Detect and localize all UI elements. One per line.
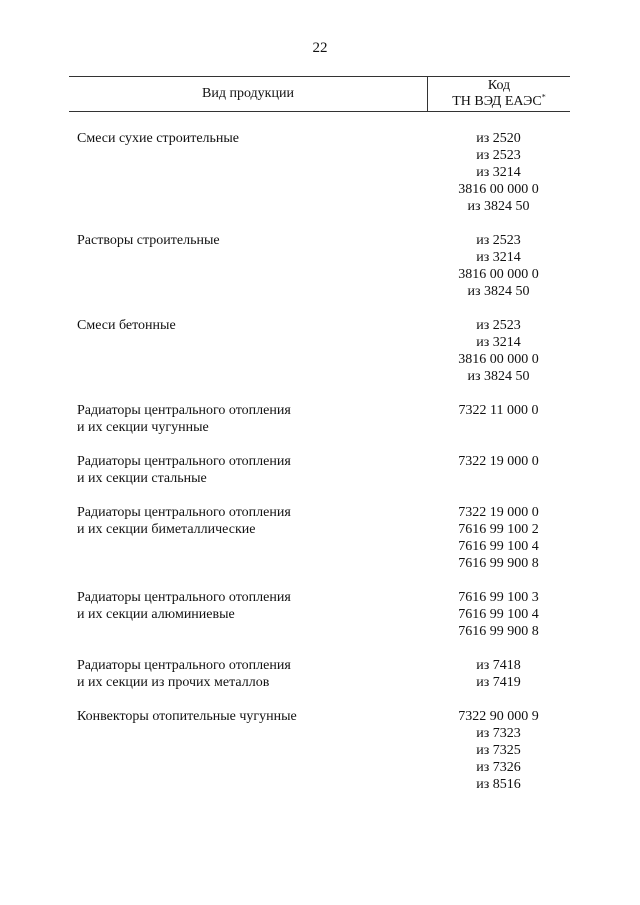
product-name-line: Радиаторы центрального отопления <box>77 403 291 418</box>
code-list <box>427 453 570 487</box>
product-name-line: Растворы строительные <box>77 233 220 248</box>
code-value: из 2523 <box>476 318 521 333</box>
product-name-line: Радиаторы центрального отопления <box>77 454 291 469</box>
header-code-line2 <box>428 94 570 110</box>
table-row <box>69 232 570 300</box>
product-name-line: и их секции из прочих металлов <box>77 675 270 690</box>
header-code-line1: Код <box>487 78 511 93</box>
product-name <box>69 504 427 572</box>
code-value: из 2523 <box>476 233 521 248</box>
code-value: из 3214 <box>476 335 521 350</box>
code-value: из 3214 <box>476 165 521 180</box>
code-value: из 7323 <box>476 726 521 741</box>
code-value: из 3824 50 <box>467 284 530 299</box>
table-row <box>69 402 570 436</box>
product-name <box>69 232 427 300</box>
table-row <box>69 317 570 385</box>
product-name <box>69 453 427 487</box>
table-row <box>69 130 570 215</box>
product-name <box>69 589 427 640</box>
product-name <box>69 317 427 385</box>
product-name-line: и их секции алюминиевые <box>77 607 235 622</box>
table-header <box>69 76 570 112</box>
code-list <box>427 589 570 640</box>
code-value: из 3214 <box>476 250 521 265</box>
code-list <box>427 317 570 385</box>
page-number: 22 <box>312 40 328 56</box>
header-product-column: Вид продукции <box>202 86 294 101</box>
code-list <box>427 657 570 691</box>
table-row <box>69 504 570 572</box>
product-name-line: и их секции биметаллические <box>77 522 256 537</box>
code-value: 7616 99 900 8 <box>458 556 539 571</box>
product-name <box>69 130 427 215</box>
code-value: из 3824 50 <box>467 369 530 384</box>
table-row <box>69 657 570 691</box>
product-name-line: Радиаторы центрального отопления <box>77 590 291 605</box>
code-value: 7616 99 100 4 <box>458 607 539 622</box>
product-name-line: Радиаторы центрального отопления <box>77 658 291 673</box>
code-value: из 7325 <box>476 743 521 758</box>
code-value: 3816 00 000 0 <box>458 267 539 282</box>
product-name-line: Смеси сухие строительные <box>77 131 240 146</box>
code-value: из 8516 <box>476 777 521 792</box>
product-name-line: и их секции стальные <box>77 471 207 486</box>
code-value: 7616 99 100 4 <box>458 539 539 554</box>
product-name-line: Смеси бетонные <box>77 318 176 333</box>
code-value: из 7419 <box>476 675 521 690</box>
code-value: 7322 11 000 0 <box>458 403 539 418</box>
code-value: 7616 99 100 2 <box>458 522 539 537</box>
code-value: 7322 19 000 0 <box>458 454 539 469</box>
code-value: 7616 99 100 3 <box>458 590 539 605</box>
code-list <box>427 708 570 793</box>
product-name-line: Радиаторы центрального отопления <box>77 505 291 520</box>
code-value: 7616 99 900 8 <box>458 624 539 639</box>
code-list <box>427 504 570 572</box>
header-code-text: ТН ВЭД ЕАЭС <box>452 94 542 109</box>
product-name <box>69 657 427 691</box>
table-row <box>69 453 570 487</box>
code-list <box>427 232 570 300</box>
table-row <box>69 589 570 640</box>
code-value: 3816 00 000 0 <box>458 182 539 197</box>
code-value: из 2520 <box>476 131 521 146</box>
table-row <box>69 708 570 793</box>
product-name <box>69 708 427 793</box>
product-name-line: Конвекторы отопительные чугунные <box>77 709 297 724</box>
header-code-column <box>427 77 570 111</box>
code-value: 7322 19 000 0 <box>458 505 539 520</box>
code-value: 7322 90 000 9 <box>458 709 539 724</box>
product-name-line: и их секции чугунные <box>77 420 209 435</box>
code-value: из 7326 <box>476 760 521 775</box>
product-name <box>69 402 427 436</box>
code-value: 3816 00 000 0 <box>458 352 539 367</box>
code-list <box>427 130 570 215</box>
code-list <box>427 402 570 436</box>
code-value: из 2523 <box>476 148 521 163</box>
table-body <box>69 130 570 810</box>
footnote-mark: * <box>541 92 546 102</box>
code-value: из 3824 50 <box>467 199 530 214</box>
code-value: из 7418 <box>476 658 521 673</box>
